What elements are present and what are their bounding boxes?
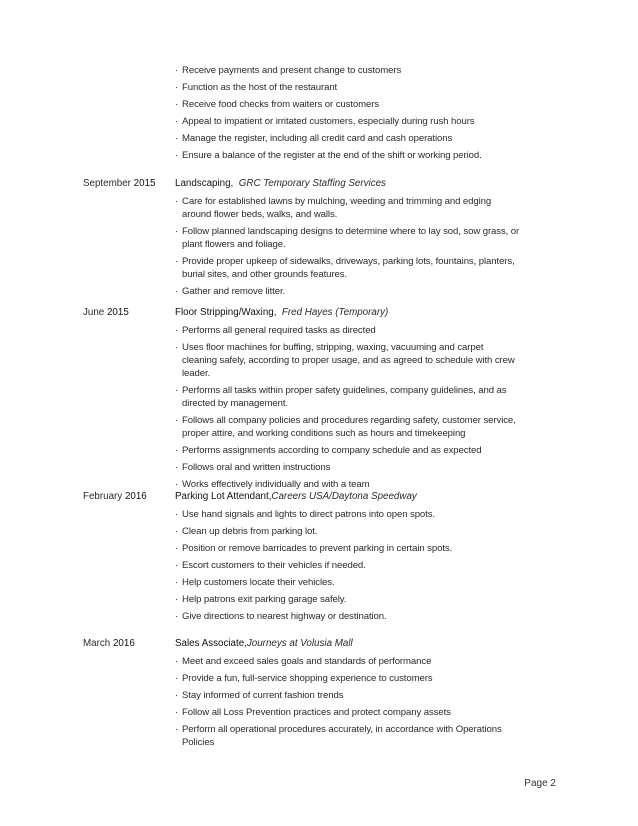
- bullet-icon: ·: [175, 342, 179, 353]
- job-date: March 2016: [83, 638, 135, 649]
- bullet-icon: ·: [175, 82, 179, 93]
- list-item: · Give directions to nearest highway or destination.: [175, 611, 387, 622]
- list-item: · Follow planned landscaping designs to determine where to lay sod, sow grass, or plant flowers and foliage.: [175, 226, 520, 250]
- bullet-icon: ·: [175, 385, 179, 396]
- list-item: · Help customers locate their vehicles.: [175, 577, 335, 588]
- list-item: · Provide proper upkeep of sidewalks, driveways, parking lots, fountains, planters, burial sites, and other grounds features.: [175, 256, 515, 280]
- bullet-icon: ·: [175, 479, 179, 490]
- list-item: · Clean up debris from parking lot.: [175, 526, 318, 537]
- bullet-icon: ·: [175, 462, 179, 473]
- bullet-icon: ·: [175, 707, 179, 718]
- list-item: · Function as the host of the restaurant: [175, 82, 338, 93]
- bullet-icon: ·: [175, 196, 179, 207]
- list-item: · Works effectively individually and with a team: [175, 479, 370, 490]
- list-item: · Gather and remove litter.: [175, 286, 286, 297]
- bullet-icon: ·: [175, 656, 179, 667]
- list-item: · Performs all tasks within proper safety guidelines, company guidelines, and as directed by management.: [175, 385, 507, 409]
- job-title-line: [175, 306, 535, 319]
- job-bullet-list: [175, 508, 520, 627]
- list-item: · Receive payments and present change to customers: [175, 65, 402, 76]
- employer-name: Fred Hayes (Temporary): [281, 307, 389, 318]
- job-bullet-list: [175, 324, 520, 495]
- previous-job-bullet-list: [175, 64, 525, 166]
- page-number: Page 2: [524, 778, 556, 789]
- bullet-icon: ·: [175, 286, 179, 297]
- list-item: · Receive food checks from waiters or customers: [175, 99, 380, 110]
- list-item: · Stay informed of current fashion trends: [175, 690, 344, 701]
- list-item: · Care for established lawns by mulching, weeding and trimming and edging around flower beds, walks, and walls.: [175, 196, 492, 220]
- bullet-icon: ·: [175, 673, 179, 684]
- job-title: Landscaping,: [175, 178, 234, 189]
- bullet-icon: ·: [175, 65, 179, 76]
- employer-name: GRC Temporary Staffing Services: [238, 178, 386, 189]
- job-date: February 2016: [83, 491, 147, 502]
- list-item: · Follows all company policies and procedures regarding safety, customer service, proper attire, and working conditions such as hours and timekeeping: [175, 415, 516, 439]
- job-date: June 2015: [83, 307, 129, 318]
- bullet-icon: ·: [175, 577, 179, 588]
- job-date: September 2015: [83, 178, 156, 189]
- bullet-icon: ·: [175, 724, 179, 735]
- employer-name: Journeys at Volusia Mall: [246, 638, 353, 649]
- bullet-icon: ·: [175, 594, 179, 605]
- bullet-icon: ·: [175, 690, 179, 701]
- job-bullet-list: [175, 195, 520, 302]
- list-item: · Follow all Loss Prevention practices and protect company assets: [175, 707, 451, 718]
- bullet-icon: ·: [175, 116, 179, 127]
- job-title-line: [175, 637, 535, 650]
- job-title: Floor Stripping/Waxing,: [175, 307, 277, 318]
- list-item: · Appeal to impatient or irritated customers, especially during rush hours: [175, 116, 475, 127]
- list-item: · Help patrons exit parking garage safely.: [175, 594, 347, 605]
- job-title: Parking Lot Attendant,: [175, 491, 272, 502]
- list-item: · Performs assignments according to company schedule and as expected: [175, 445, 482, 456]
- list-item: · Ensure a balance of the register at the end of the shift or working period.: [175, 150, 482, 161]
- list-item: · Provide a fun, full-service shopping experience to customers: [175, 673, 433, 684]
- bullet-icon: ·: [175, 325, 179, 336]
- list-item: · Perform all operational procedures accurately, in accordance with Operations Policies: [175, 724, 502, 748]
- list-item: · Follows oral and written instructions: [175, 462, 331, 473]
- bullet-icon: ·: [175, 543, 179, 554]
- job-title: Sales Associate,: [175, 638, 247, 649]
- list-item: · Meet and exceed sales goals and standards of performance: [175, 656, 432, 667]
- bullet-icon: ·: [175, 560, 179, 571]
- list-item: · Performs all general required tasks as directed: [175, 325, 376, 336]
- bullet-icon: ·: [175, 133, 179, 144]
- bullet-icon: ·: [175, 226, 179, 237]
- bullet-icon: ·: [175, 526, 179, 537]
- bullet-icon: ·: [175, 99, 179, 110]
- list-item: · Use hand signals and lights to direct patrons into open spots.: [175, 509, 435, 520]
- list-item: · Manage the register, including all credit card and cash operations: [175, 133, 453, 144]
- job-bullet-list: [175, 655, 520, 753]
- employer-name: Careers USA/Daytona Speedway: [271, 491, 417, 502]
- bullet-icon: ·: [175, 445, 179, 456]
- job-title-line: [175, 177, 535, 190]
- list-item: · Escort customers to their vehicles if needed.: [175, 560, 366, 571]
- bullet-icon: ·: [175, 611, 179, 622]
- list-item: · Position or remove barricades to prevent parking in certain spots.: [175, 543, 453, 554]
- bullet-icon: ·: [175, 150, 179, 161]
- bullet-icon: ·: [175, 256, 179, 267]
- list-item: · Uses floor machines for buffing, stripping, waxing, vacuuming and carpet cleaning safely, according to proper usage, and as agreed to schedule with crew leader.: [175, 342, 515, 379]
- bullet-icon: ·: [175, 509, 179, 520]
- job-title-line: [175, 490, 535, 503]
- bullet-icon: ·: [175, 415, 179, 426]
